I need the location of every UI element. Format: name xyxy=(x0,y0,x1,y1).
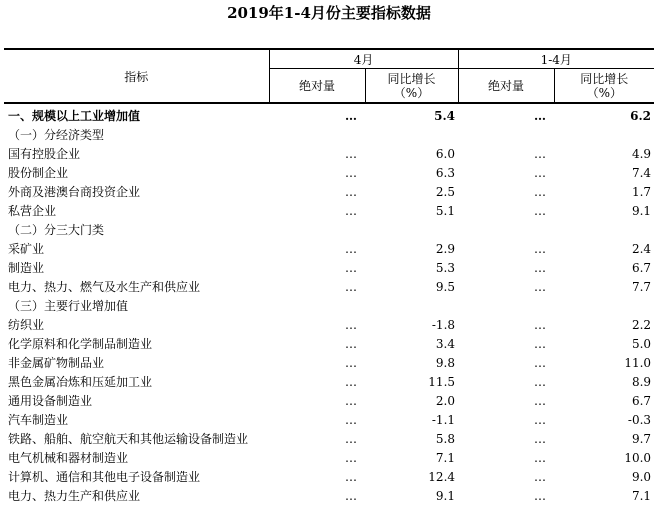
row-name: 国有控股企业 xyxy=(8,147,81,161)
april-abs-cell xyxy=(269,125,365,144)
april-abs-cell xyxy=(269,296,365,315)
jan-apr-yoy-cell: 2.2 xyxy=(631,317,652,332)
jan-apr-abs-cell xyxy=(458,220,554,239)
april-yoy-cell: 2.9 xyxy=(435,241,456,256)
table-row xyxy=(4,467,654,486)
row-name: 一、规模以上工业增加值 xyxy=(8,109,141,123)
jan-apr-yoy-cell: -0.3 xyxy=(627,412,652,427)
row-name: 纺织业 xyxy=(8,318,45,332)
jan-apr-yoy-cell: 2.4 xyxy=(631,241,652,256)
table-row xyxy=(4,201,654,220)
april-yoy-cell: 5.1 xyxy=(435,203,456,218)
table-row xyxy=(4,239,654,258)
table-row xyxy=(4,315,654,334)
april-yoy-cell xyxy=(365,220,458,239)
row-name: 铁路、船舶、航空航天和其他运输设备制造业 xyxy=(8,432,249,446)
jan-apr-abs-cell: … xyxy=(534,336,547,351)
april-abs-cell: … xyxy=(345,450,357,465)
april-abs-cell: … xyxy=(345,146,357,161)
april-yoy-cell: 9.1 xyxy=(435,488,456,503)
april-abs-cell: … xyxy=(345,336,357,351)
jan-apr-abs-cell: … xyxy=(534,469,547,484)
jan-apr-abs-cell: … xyxy=(534,279,547,294)
april-yoy-cell: 5.3 xyxy=(435,260,456,275)
row-name: 黑色金属冶炼和压延加工业 xyxy=(8,375,153,389)
group-header-jan-apr: 1-4月 xyxy=(458,49,654,69)
april-yoy-cell: 11.5 xyxy=(428,374,456,389)
jan-apr-yoy-cell: 11.0 xyxy=(624,355,652,370)
table-row xyxy=(4,182,654,201)
indicator-table xyxy=(4,48,654,505)
table-row xyxy=(4,429,654,448)
row-name: 股份制企业 xyxy=(8,166,69,180)
jan-apr-yoy-cell: 9.0 xyxy=(631,469,652,484)
april-yoy-cell: 5.8 xyxy=(435,431,456,446)
row-name: （三）主要行业增加值 xyxy=(8,299,129,313)
jan-apr-yoy-cell: 4.9 xyxy=(631,146,652,161)
table-row xyxy=(4,410,654,429)
april-yoy-cell xyxy=(365,296,458,315)
table-row xyxy=(4,353,654,372)
jan-apr-yoy-cell xyxy=(554,125,654,144)
jan-apr-abs-cell: … xyxy=(534,165,547,180)
jan-apr-yoy-cell: 7.7 xyxy=(631,279,652,294)
jan-apr-yoy-cell: 5.0 xyxy=(631,336,652,351)
april-abs-cell: … xyxy=(345,241,357,256)
jan-apr-yoy-cell xyxy=(554,296,654,315)
jan-apr-abs-cell xyxy=(458,125,554,144)
jan-apr-abs-cell: … xyxy=(534,203,547,218)
jan-apr-yoy-cell: 1.7 xyxy=(631,184,652,199)
abs-header-jan-apr: 绝对量 xyxy=(458,69,554,104)
april-abs-cell: … xyxy=(345,431,357,446)
april-abs-cell: … xyxy=(345,412,357,427)
jan-apr-abs-cell: … xyxy=(534,184,547,199)
april-yoy-cell: 6.0 xyxy=(435,146,456,161)
jan-apr-abs-cell: … xyxy=(534,431,547,446)
row-name: 化学原料和化学制品制造业 xyxy=(8,337,153,351)
jan-apr-abs-cell: … xyxy=(534,374,547,389)
jan-apr-yoy-cell: 7.1 xyxy=(631,488,652,503)
jan-apr-abs-cell: … xyxy=(534,317,547,332)
row-name: 电力、热力生产和供应业 xyxy=(8,489,141,503)
indicator-header: 指标 xyxy=(124,69,149,84)
jan-apr-yoy-cell: 6.7 xyxy=(631,260,652,275)
jan-apr-yoy-cell xyxy=(554,220,654,239)
yoy-header-jan-apr: 同比增长 （%） xyxy=(554,69,654,104)
jan-apr-abs-cell: … xyxy=(534,450,547,465)
april-yoy-cell: -1.8 xyxy=(431,317,456,332)
table-row xyxy=(4,220,654,239)
april-abs-cell: … xyxy=(345,317,357,332)
table-row xyxy=(4,334,654,353)
jan-apr-abs-cell: … xyxy=(534,393,547,408)
jan-apr-abs-cell: … xyxy=(534,412,547,427)
table-row xyxy=(4,125,654,144)
april-abs-cell: … xyxy=(345,374,357,389)
april-yoy-cell: 9.5 xyxy=(435,279,456,294)
row-name: 通用设备制造业 xyxy=(8,394,93,408)
april-abs-cell: … xyxy=(345,469,357,484)
table-row xyxy=(4,103,654,125)
row-name: 外商及港澳台商投资企业 xyxy=(8,185,141,199)
april-abs-cell: … xyxy=(345,279,357,294)
row-name: 采矿业 xyxy=(8,242,45,256)
jan-apr-abs-cell: … xyxy=(534,260,547,275)
group-header-april: 4月 xyxy=(269,49,458,69)
jan-apr-abs-cell: … xyxy=(534,108,547,123)
table-row xyxy=(4,296,654,315)
jan-apr-yoy-cell: 9.7 xyxy=(631,431,652,446)
april-yoy-cell: 5.4 xyxy=(434,108,456,123)
row-name: 电气机械和器材制造业 xyxy=(8,451,129,465)
april-abs-cell xyxy=(269,220,365,239)
april-abs-cell: … xyxy=(345,393,357,408)
april-abs-cell: … xyxy=(345,108,357,123)
table-row xyxy=(4,372,654,391)
april-abs-cell: … xyxy=(345,355,357,370)
april-abs-cell: … xyxy=(345,165,357,180)
row-name: 计算机、通信和其他电子设备制造业 xyxy=(8,470,201,484)
april-abs-cell: … xyxy=(345,203,357,218)
table-row xyxy=(4,486,654,505)
april-yoy-cell: 3.4 xyxy=(435,336,456,351)
table-row xyxy=(4,277,654,296)
page-title: 2019年1-4月份主要指标数据 xyxy=(227,4,431,22)
table-row xyxy=(4,391,654,410)
april-yoy-cell: 2.5 xyxy=(435,184,456,199)
jan-apr-abs-cell: … xyxy=(534,355,547,370)
jan-apr-yoy-cell: 8.9 xyxy=(631,374,652,389)
table-row xyxy=(4,448,654,467)
row-name: 制造业 xyxy=(8,261,45,275)
jan-apr-yoy-cell: 10.0 xyxy=(624,450,652,465)
april-abs-cell: … xyxy=(345,184,357,199)
yoy-header-april: 同比增长 （%） xyxy=(365,69,458,104)
april-yoy-cell: -1.1 xyxy=(431,412,456,427)
jan-apr-yoy-cell: 9.1 xyxy=(631,203,652,218)
april-yoy-cell: 9.8 xyxy=(435,355,456,370)
april-yoy-cell: 6.3 xyxy=(435,165,456,180)
april-yoy-cell: 7.1 xyxy=(435,450,456,465)
abs-header-april: 绝对量 xyxy=(269,69,365,104)
jan-apr-yoy-cell: 6.7 xyxy=(631,393,652,408)
row-name: （一）分经济类型 xyxy=(8,128,105,142)
table-row xyxy=(4,258,654,277)
april-yoy-cell: 2.0 xyxy=(435,393,456,408)
april-abs-cell: … xyxy=(345,260,357,275)
april-abs-cell: … xyxy=(345,488,357,503)
jan-apr-abs-cell: … xyxy=(534,146,547,161)
table-row xyxy=(4,163,654,182)
jan-apr-abs-cell xyxy=(458,296,554,315)
row-name: 电力、热力、燃气及水生产和供应业 xyxy=(8,280,201,294)
jan-apr-abs-cell: … xyxy=(534,488,547,503)
table-row xyxy=(4,144,654,163)
april-yoy-cell: 12.4 xyxy=(428,469,456,484)
row-name: 汽车制造业 xyxy=(8,413,69,427)
april-yoy-cell xyxy=(365,125,458,144)
row-name: 私营企业 xyxy=(8,204,57,218)
jan-apr-yoy-cell: 7.4 xyxy=(631,165,652,180)
row-name: （二）分三大门类 xyxy=(8,223,105,237)
jan-apr-abs-cell: … xyxy=(534,241,547,256)
jan-apr-yoy-cell: 6.2 xyxy=(630,108,652,123)
row-name: 非金属矿物制品业 xyxy=(8,356,105,370)
